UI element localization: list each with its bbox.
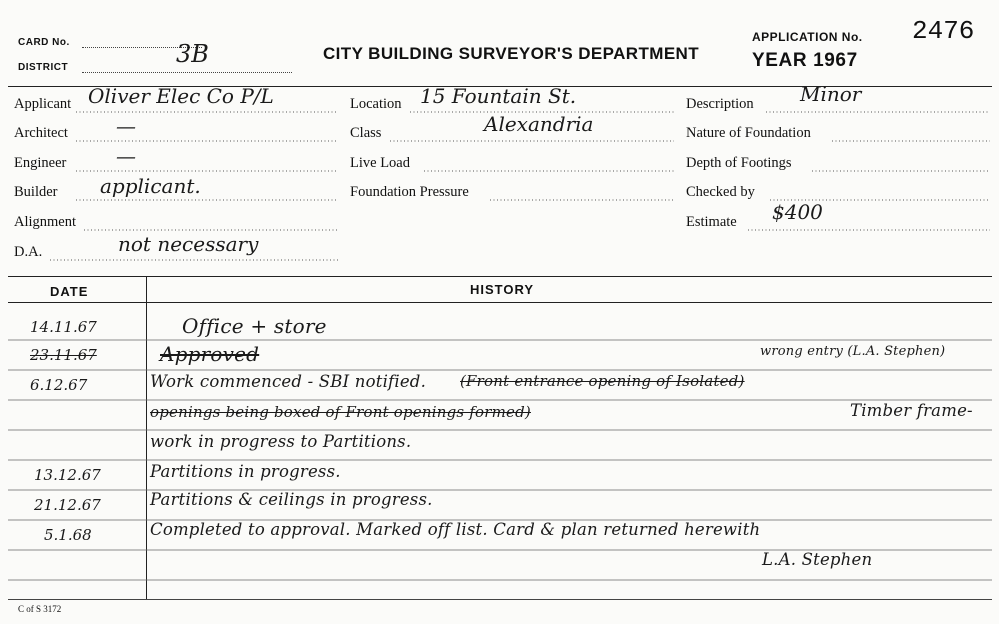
history-date: 23.11.67	[30, 346, 97, 364]
date-header: DATE	[50, 284, 89, 299]
location-value-suburb: Alexandria	[484, 112, 594, 136]
estimate-label: Estimate	[686, 214, 737, 230]
applicant-value: Oliver Elec Co P/L	[88, 84, 274, 108]
department-title: CITY BUILDING SURVEYOR'S DEPARTMENT	[323, 44, 700, 63]
district-value: 3B	[176, 40, 209, 68]
history-entry: Office + store	[182, 314, 327, 338]
class-label: Class	[350, 125, 382, 141]
history-entry: Partitions in progress.	[150, 462, 341, 481]
year-label: YEAR 1967	[752, 50, 858, 71]
nature-of-foundation-label: Nature of Foundation	[686, 125, 811, 141]
history-entry: Partitions & ceilings in progress.	[150, 490, 433, 509]
builder-value: applicant.	[100, 174, 201, 198]
history-date: 5.1.68	[44, 526, 92, 544]
live-load-label: Live Load	[350, 155, 410, 171]
description-value: Minor	[800, 82, 862, 106]
history-header: HISTORY	[470, 282, 535, 297]
checked-by-label: Checked by	[686, 184, 755, 200]
engineer-label: Engineer	[14, 155, 67, 171]
da-label: D.A.	[14, 244, 43, 260]
estimate-value: $400	[772, 200, 823, 224]
history-entry: work in progress to Partitions.	[150, 432, 412, 451]
architect-label: Architect	[14, 125, 68, 141]
history-date: 21.12.67	[34, 496, 101, 514]
applicant-label: Applicant	[14, 96, 72, 112]
history-entry-tail: Timber frame-	[850, 401, 973, 420]
history-signature: L.A. Stephen	[762, 550, 873, 569]
application-number: 2476	[912, 16, 975, 46]
history-entry: Work commenced - SBI notified.	[150, 372, 427, 391]
card-no-label: CARD No.	[18, 37, 70, 48]
application-label: APPLICATION No.	[752, 30, 863, 44]
depth-of-footings-label: Depth of Footings	[686, 155, 792, 171]
description-label: Description	[686, 96, 754, 112]
da-value: not necessary	[118, 232, 259, 256]
history-struck-note: (Front entrance opening of Isolated)	[460, 372, 745, 390]
footer-rule	[8, 599, 992, 600]
history-date: 13.12.67	[34, 466, 101, 484]
architect-value: —	[116, 114, 136, 138]
engineer-value: —	[116, 144, 136, 168]
history-entry: Completed to approval. Marked off list. Card & plan returned herewith	[150, 520, 761, 539]
district-label: DISTRICT	[18, 62, 69, 73]
history-date: 14.11.67	[30, 318, 97, 336]
location-label: Location	[350, 96, 402, 112]
foundation-pressure-label: Foundation Pressure	[350, 184, 469, 200]
history-entry: Approved	[160, 342, 260, 366]
location-value: 15 Fountain St.	[420, 84, 577, 108]
history-note-above: wrong entry (L.A. Stephen)	[760, 344, 946, 359]
form-code: C of S 3172	[18, 604, 62, 614]
alignment-label: Alignment	[14, 214, 77, 230]
history-date: 6.12.67	[30, 376, 88, 394]
history-entry: openings being boxed of Front openings formed)	[150, 403, 531, 421]
builder-label: Builder	[14, 184, 58, 200]
